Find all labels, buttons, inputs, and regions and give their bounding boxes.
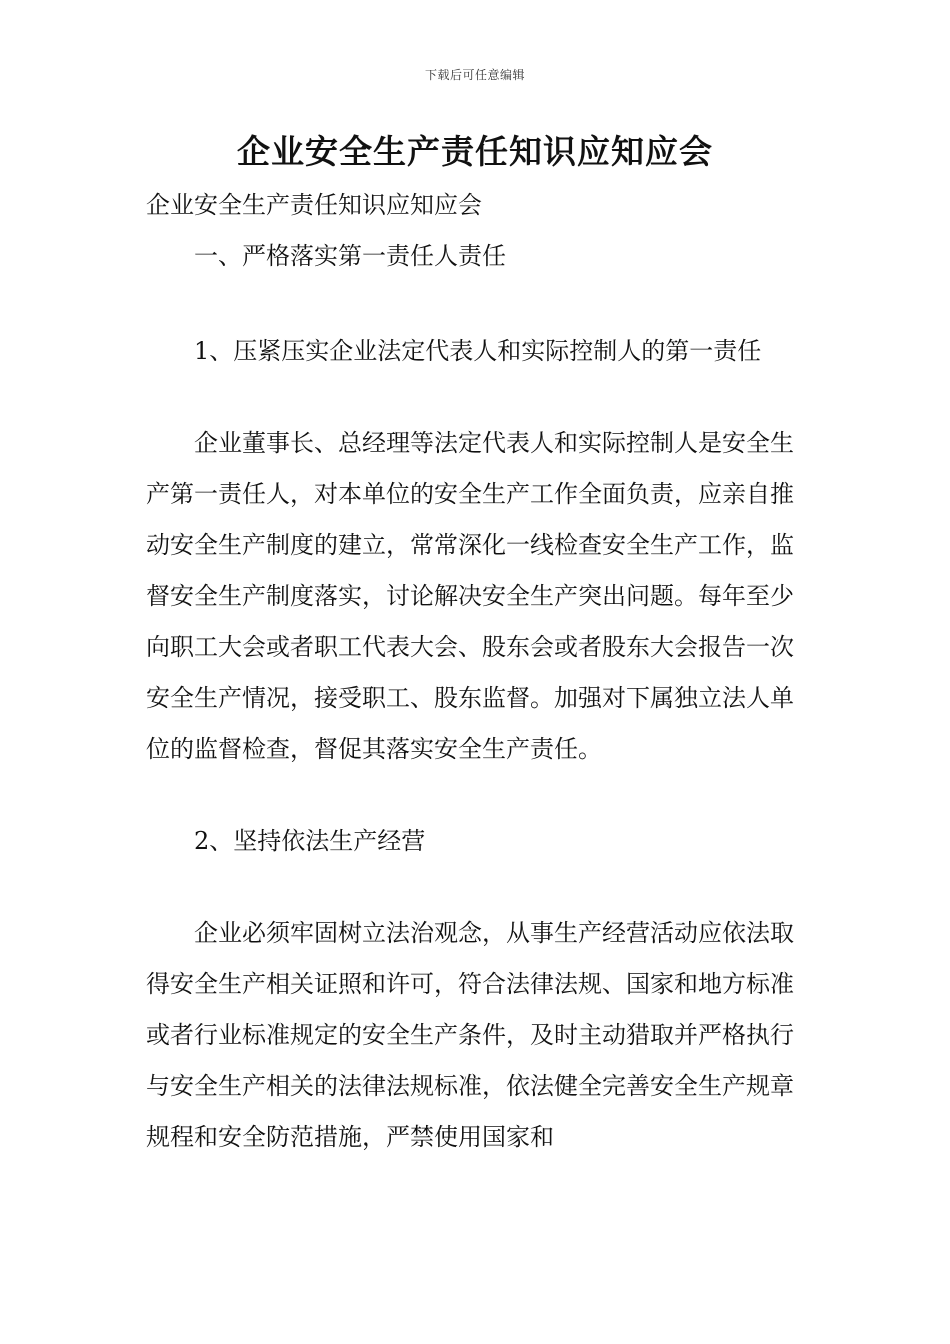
document-subtitle: 企业安全生产责任知识应知应会 bbox=[146, 191, 482, 219]
section-1-heading: 一、严格落实第一责任人责任 bbox=[194, 242, 506, 270]
item-1-body: 企业董事长、总经理等法定代表人和实际控制人是安全生产第一责任人，对本单位的安全生产工作全面负责，应亲自推动安全生产制度的建立，常常深化一线检查安全生产工作，监督安全生产制度落实，讨论解决安全生产突出问题。每年至少向职工大会或者职工代表大会、股东会或者股东大会报告一次安全生产情况，接受职工、股东监督。加强对下属独立法人单位的监督检查，督促其落实安全生产责任。 bbox=[146, 429, 794, 763]
item-2-heading: 2、坚持依法生产经营 bbox=[194, 827, 426, 855]
item-2-body: 企业必须牢固树立法治观念，从事生产经营活动应依法取得安全生产相关证照和许可，符合法律法规、国家和地方标准或者行业标准规定的安全生产条件，及时主动猎取并严格执行与安全生产相关的法律法规标准，依法健全完善安全生产规章规程和安全防范措施，严禁使用国家和 bbox=[146, 919, 794, 1151]
document-title: 企业安全生产责任知识应知应会 bbox=[237, 132, 713, 171]
header-note: 下载后可任意编辑 bbox=[424, 68, 525, 82]
item-1-heading: 1、压紧压实企业法定代表人和实际控制人的第一责任 bbox=[194, 337, 762, 365]
document-body bbox=[146, 180, 810, 1163]
